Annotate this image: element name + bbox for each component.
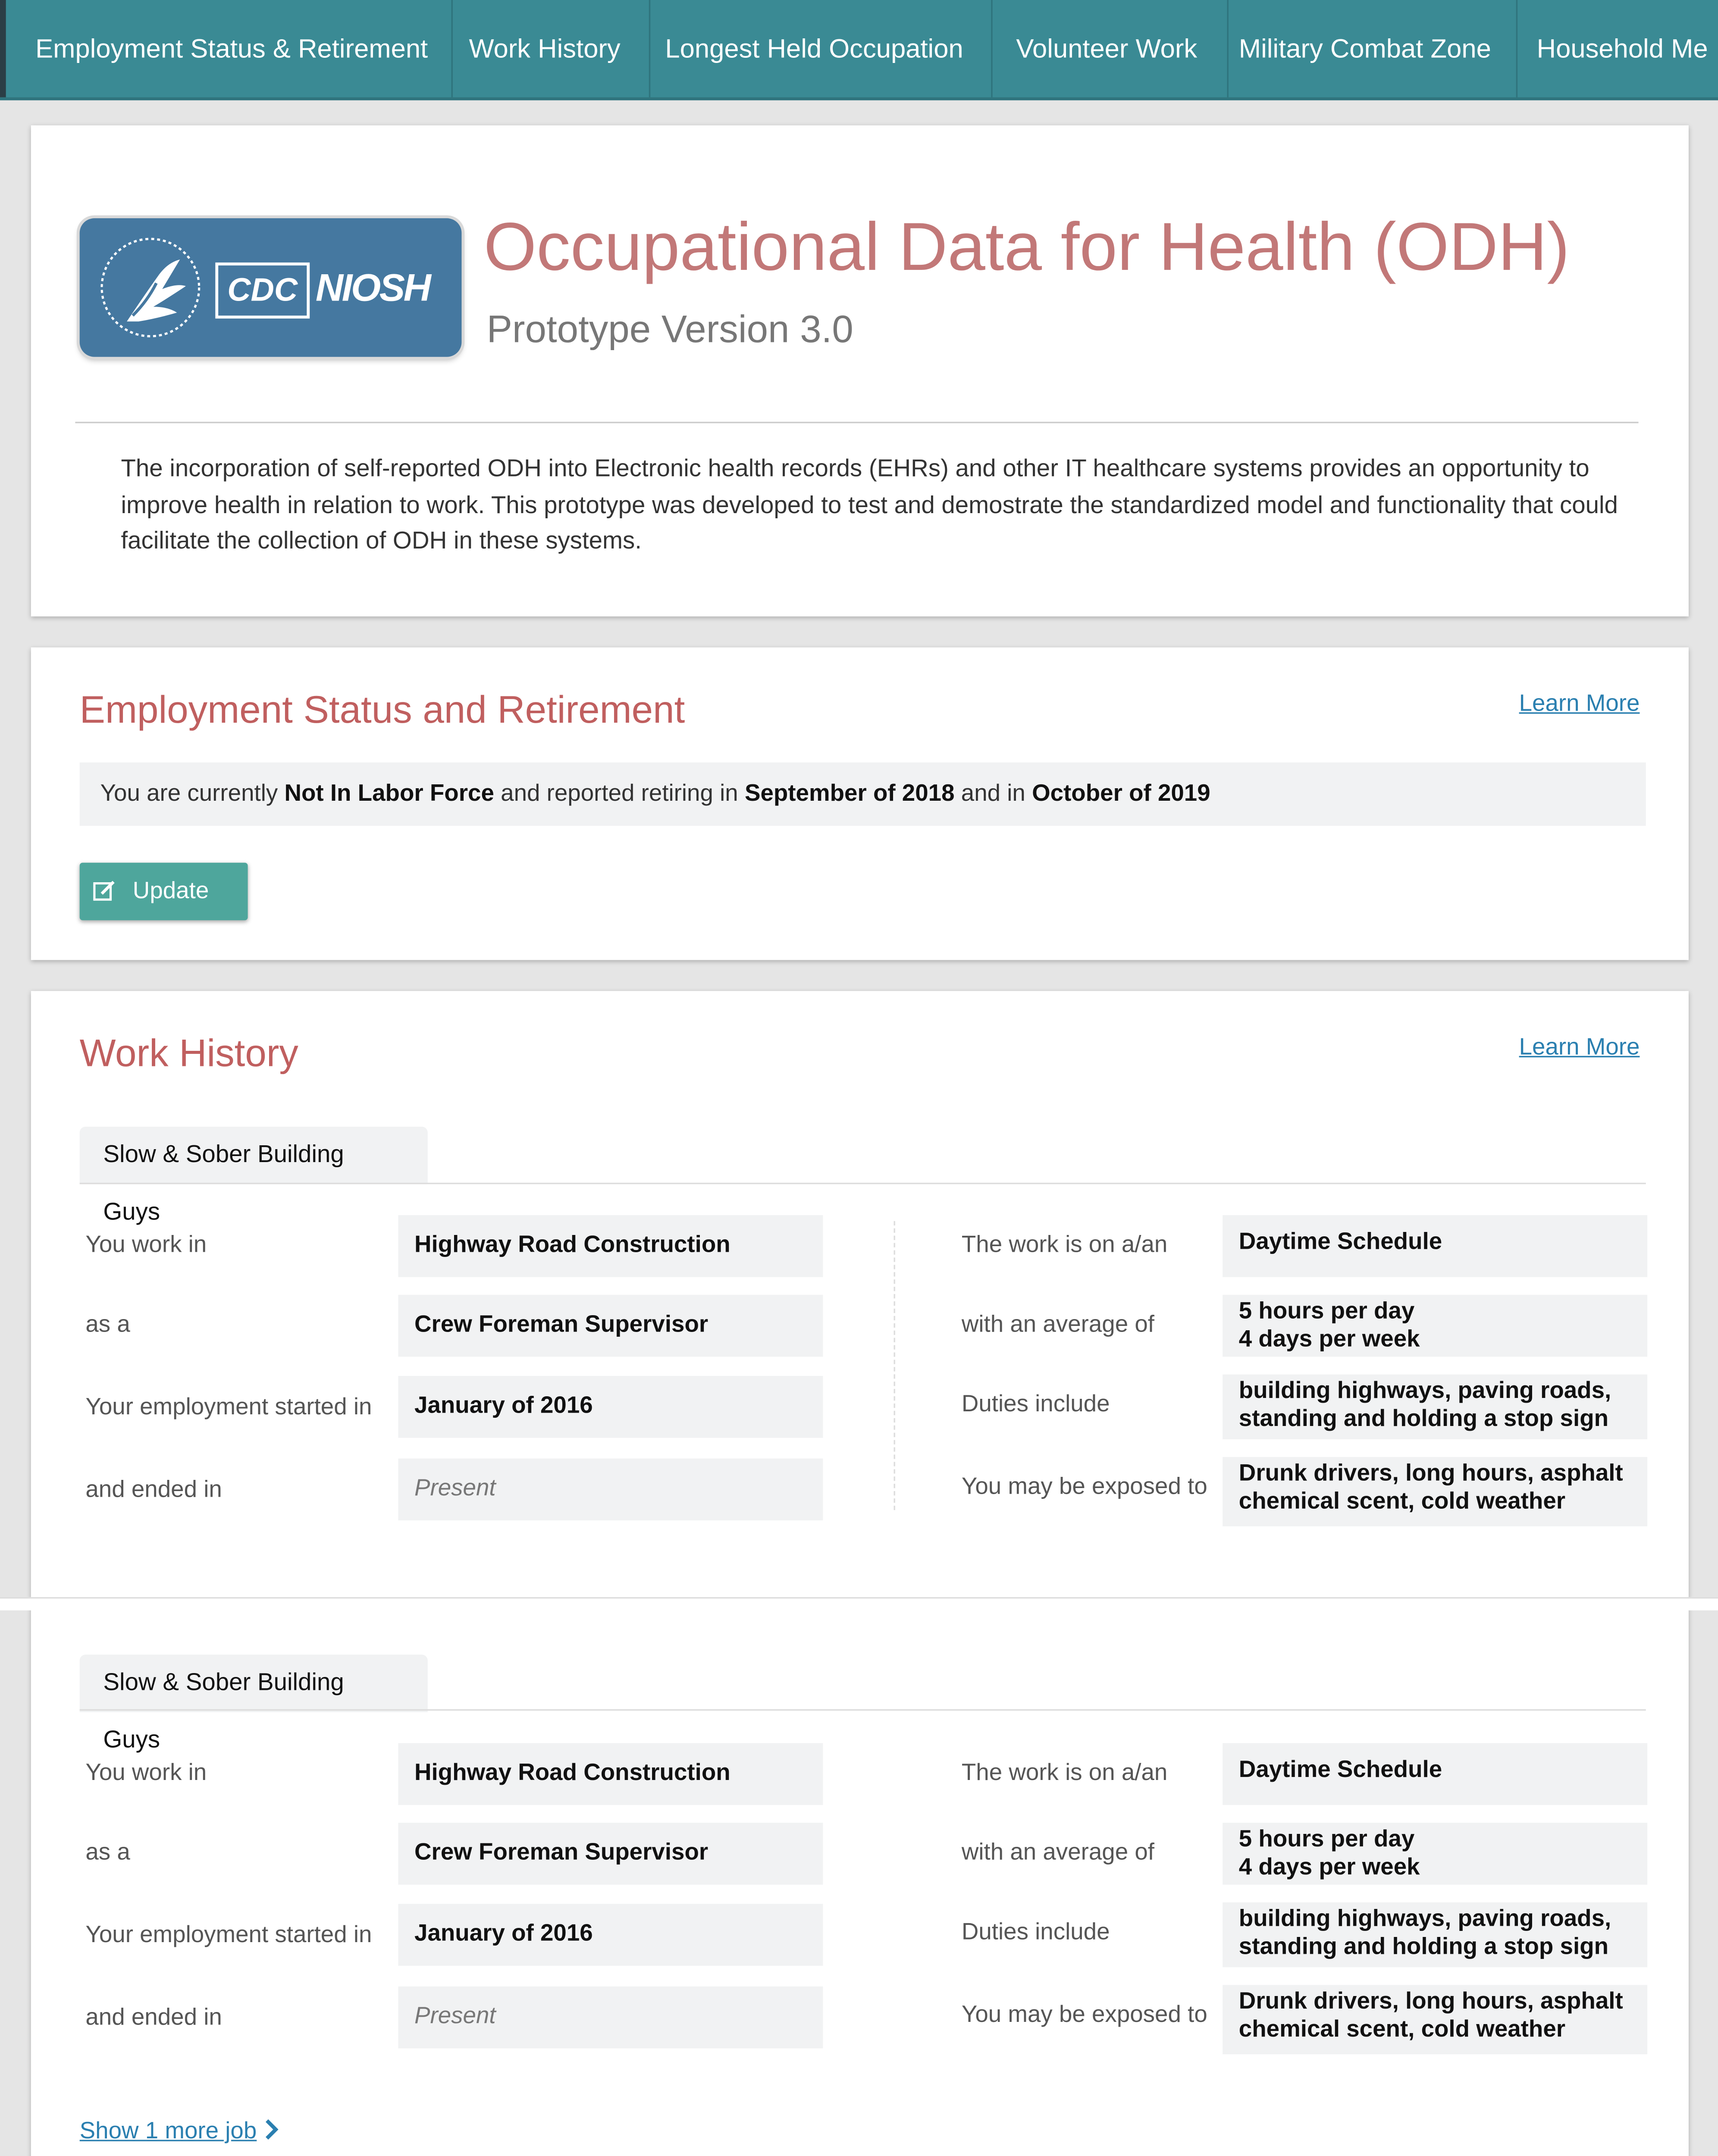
label-work-in: You work in	[85, 1761, 207, 1786]
duties-line-1: building highways, paving roads,	[1238, 1379, 1611, 1404]
show-more-label: Show 1 more job	[79, 2119, 257, 2144]
header-divider	[75, 422, 1638, 423]
nav-item-longest-occupation[interactable]: Longest Held Occupation	[650, 0, 992, 97]
employment-update-button[interactable]	[80, 863, 248, 920]
job-tab-line	[80, 1183, 1646, 1184]
label-schedule: The work is on a/an	[961, 1761, 1168, 1786]
page-subtitle: Prototype Version 3.0	[486, 307, 853, 351]
employment-status-summary	[80, 762, 1646, 826]
label-started: Your employment started in	[85, 1923, 372, 1948]
label-schedule: The work is on a/an	[961, 1233, 1168, 1258]
exposure-line-2: chemical scent, cold weather	[1238, 2017, 1566, 2043]
show-more-jobs-link[interactable]	[80, 2119, 278, 2146]
work-history-section-title: Work History	[79, 1031, 298, 1075]
schedule-value: Daytime Schedule	[1223, 1743, 1647, 1805]
status-value: Not In Labor Force	[284, 781, 494, 807]
nav-item-work-history[interactable]: Work History	[454, 0, 650, 97]
hhs-eagle-icon	[94, 230, 207, 345]
status-prefix: You are currently	[100, 781, 278, 807]
update-label: Update	[132, 879, 209, 904]
page-title: Occupational Data for Health (ODH)	[483, 208, 1570, 285]
label-as-a: as a	[85, 1840, 130, 1866]
label-started: Your employment started in	[85, 1395, 372, 1420]
occupation-value: Crew Foreman Supervisor	[398, 1823, 823, 1885]
retirement-date-1: September of 2018	[744, 781, 955, 807]
employment-section-title: Employment Status and Retirement	[79, 687, 685, 732]
retirement-date-2: October of 2019	[1032, 781, 1210, 807]
exposure-line-2: chemical scent, cold weather	[1238, 1489, 1566, 1515]
industry-value: Highway Road Construction	[398, 1215, 823, 1277]
intro-text: The incorporation of self-reported ODH into Electronic health records (EHRs) and other IT healthcare systems provides an opportunity to improve health in relation to work. This prototype was developed to test and demostrate the standardized model and functionality that could facilitate the collection of ODH in these systems.	[121, 455, 1618, 555]
label-work-in: You work in	[85, 1233, 207, 1258]
duties-line-2: standing and holding a stop sign	[1238, 1935, 1609, 1960]
niosh-logo-text: NIOSH	[315, 265, 430, 310]
status-and: and in	[961, 781, 1025, 807]
job-tab-line	[80, 1709, 1646, 1711]
column-divider	[894, 1221, 895, 1510]
job-tab[interactable]: Slow & Sober Building Guys	[80, 1127, 428, 1184]
nav-item-military-combat-zone[interactable]: Military Combat Zone	[1224, 0, 1518, 97]
edit-icon	[93, 879, 116, 903]
nav-edge	[0, 0, 6, 97]
nav-item-volunteer-work[interactable]: Volunteer Work	[1001, 0, 1229, 97]
nav-item-employment-status[interactable]: Employment Status & Retirement	[21, 0, 453, 97]
chevron-right-icon	[263, 2119, 278, 2140]
hours-per-day: 5 hours per day	[1238, 1299, 1415, 1325]
label-duties: Duties include	[961, 1920, 1110, 1945]
cdc-niosh-logo	[80, 218, 462, 357]
duties-value	[1223, 1902, 1647, 1967]
hours-per-day: 5 hours per day	[1238, 1827, 1415, 1852]
exposure-line-1: Drunk drivers, long hours, asphalt	[1238, 1461, 1623, 1487]
duties-value	[1223, 1374, 1647, 1439]
label-exposed: You may be exposed to	[961, 2002, 1207, 2028]
status-mid: and reported retiring in	[501, 781, 738, 807]
screenshot-seam	[0, 1597, 1718, 1611]
hours-value	[1223, 1823, 1647, 1885]
industry-value: Highway Road Construction	[398, 1743, 823, 1805]
hours-value	[1223, 1295, 1647, 1357]
start-date-value: January of 2016	[398, 1904, 823, 1966]
exposure-line-1: Drunk drivers, long hours, asphalt	[1238, 1989, 1623, 2015]
duties-line-2: standing and holding a stop sign	[1238, 1407, 1609, 1432]
work-history-learn-more-link[interactable]: Learn More	[1519, 1035, 1640, 1060]
days-per-week: 4 days per week	[1238, 1855, 1420, 1880]
label-ended: and ended in	[85, 2006, 222, 2031]
duties-line-1: building highways, paving roads,	[1238, 1907, 1611, 1932]
label-duties: Duties include	[961, 1392, 1110, 1417]
employment-learn-more-link[interactable]: Learn More	[1519, 691, 1640, 717]
exposure-value	[1223, 1985, 1647, 2054]
label-exposed: You may be exposed to	[961, 1475, 1207, 1500]
nav-item-household[interactable]: Household Me	[1536, 34, 1708, 64]
schedule-value: Daytime Schedule	[1223, 1215, 1647, 1277]
end-date-value: Present	[398, 1458, 823, 1520]
label-average: with an average of	[961, 1840, 1155, 1866]
days-per-week: 4 days per week	[1238, 1327, 1420, 1353]
job-tab[interactable]: Slow & Sober Building Guys	[80, 1655, 428, 1712]
label-average: with an average of	[961, 1312, 1155, 1338]
label-ended: and ended in	[85, 1477, 222, 1503]
end-date-value: Present	[398, 1987, 823, 2049]
cdc-logo-text: CDC	[215, 263, 310, 319]
label-as-a: as a	[85, 1312, 130, 1338]
start-date-value: January of 2016	[398, 1376, 823, 1438]
occupation-value: Crew Foreman Supervisor	[398, 1295, 823, 1357]
exposure-value	[1223, 1457, 1647, 1526]
top-nav	[0, 0, 1718, 100]
